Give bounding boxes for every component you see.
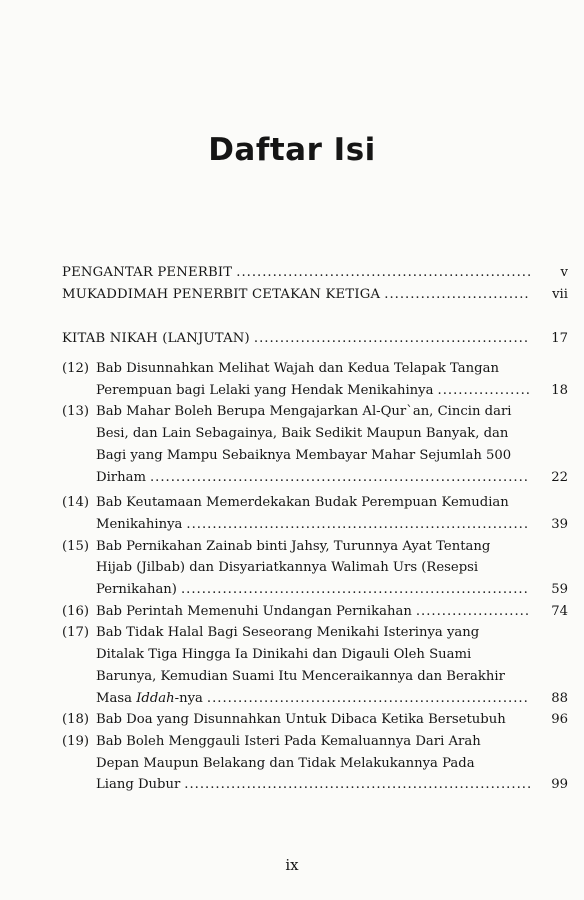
toc-entry-pengantar[interactable] bbox=[62, 262, 568, 284]
toc-entry-18[interactable] bbox=[62, 709, 568, 731]
entry-line: Dirham bbox=[96, 469, 146, 485]
leader-dots bbox=[254, 328, 530, 350]
entry-line: Bab Doa yang Disunnahkan Untuk Dibaca Ketika Bersetubuh bbox=[96, 712, 506, 728]
entry-line: Barunya, Kemudian Suami Itu Menceraikannya dan Berakhir bbox=[96, 668, 505, 684]
entry-line: Bab Disunnahkan Melihat Wajah dan Kedua Telapak Tangan bbox=[96, 361, 499, 376]
leader-dots bbox=[207, 688, 530, 710]
chapter-number: (17) bbox=[62, 625, 90, 641]
entry-line: Bab Tidak Halal Bagi Seseorang Menikahi Isterinya yang bbox=[96, 625, 480, 641]
toc-page-number: 74 bbox=[551, 603, 568, 619]
toc-entry-14[interactable] bbox=[62, 492, 568, 535]
entry-line: Menikahinya bbox=[96, 516, 183, 532]
chapter-number: (14) bbox=[62, 495, 90, 511]
toc-page-number: 59 bbox=[551, 582, 568, 598]
chapter-number: (15) bbox=[62, 538, 90, 554]
leader-dots bbox=[181, 579, 530, 601]
entry-line: Bab Pernikahan Zainab binti Jahsy, Turunnya Ayat Tentang bbox=[96, 538, 491, 554]
entry-line: Masa Iddah-nya bbox=[96, 690, 203, 706]
toc-entry-19[interactable] bbox=[62, 731, 568, 796]
entry-line: Besi, dan Lain Sebagainya, Baik Sedikit Maupun Banyak, dan bbox=[96, 426, 509, 442]
toc-entry-15[interactable] bbox=[62, 536, 568, 601]
entry-line: Liang Dubur bbox=[96, 777, 181, 793]
leader-dots bbox=[236, 262, 530, 284]
toc-page-number: 39 bbox=[551, 516, 568, 532]
toc-entry-label: MUKADDIMAH PENERBIT CETAKAN KETIGA bbox=[62, 286, 381, 302]
leader-dots bbox=[186, 514, 530, 536]
chapter-list bbox=[62, 358, 568, 796]
toc-page-number: 17 bbox=[551, 331, 568, 346]
toc-page-number: 99 bbox=[551, 777, 568, 793]
leader-dots bbox=[438, 380, 531, 402]
chapter-number: (19) bbox=[62, 733, 90, 749]
toc-entry-17[interactable] bbox=[62, 622, 568, 709]
toc-entry-16[interactable] bbox=[62, 601, 568, 623]
entry-line: Ditalak Tiga Hingga Ia Dinikahi dan Digauli Oleh Suami bbox=[96, 647, 472, 663]
toc-page-number: vii bbox=[552, 286, 568, 302]
toc-entry-mukaddimah[interactable] bbox=[62, 284, 568, 306]
toc-page-number: v bbox=[560, 265, 568, 280]
toc-page-number: 22 bbox=[551, 469, 568, 485]
toc-entry-12[interactable] bbox=[62, 358, 568, 401]
leader-dots bbox=[416, 601, 530, 623]
entry-line: Perempuan bagi Lelaki yang Hendak Menikahinya bbox=[96, 382, 434, 398]
chapter-number: (12) bbox=[62, 361, 90, 376]
entry-line: Bab Perintah Memenuhi Undangan Pernikahan bbox=[96, 603, 412, 619]
toc-page-number: 18 bbox=[551, 382, 568, 398]
entry-line: Bab Keutamaan Memerdekakan Budak Perempuan Kemudian bbox=[96, 495, 509, 511]
chapter-number: (18) bbox=[62, 712, 90, 728]
chapter-number: (13) bbox=[62, 404, 90, 420]
leader-dots bbox=[384, 284, 530, 306]
toc-page-number: 88 bbox=[551, 690, 568, 706]
toc-entry-kitab-nikah[interactable] bbox=[62, 328, 568, 350]
toc-entry-13[interactable] bbox=[62, 401, 568, 488]
leader-dots bbox=[150, 467, 530, 489]
entry-line: Hijab (Jilbab) dan Disyariatkannya Walimah Urs (Resepsi bbox=[96, 560, 479, 576]
toc-entry-label: KITAB NIKAH (LANJUTAN) bbox=[62, 331, 250, 346]
entry-line: Pernikahan) bbox=[96, 582, 177, 598]
page-number-footer: ix bbox=[285, 856, 299, 874]
toc-entry-label: PENGANTAR PENERBIT bbox=[62, 265, 233, 280]
section-heading bbox=[62, 328, 568, 350]
page-title: Daftar Isi bbox=[208, 132, 376, 168]
toc-page-number: 96 bbox=[551, 712, 568, 728]
entry-line: Bagi yang Mampu Sebaiknya Membayar Mahar Sejumlah 500 bbox=[96, 447, 512, 463]
front-matter-list bbox=[62, 262, 568, 305]
entry-line: Bab Mahar Boleh Berupa Mengajarkan Al-Qur`an, Cincin dari bbox=[96, 404, 512, 420]
chapter-number: (16) bbox=[62, 603, 90, 619]
entry-line: Bab Boleh Menggauli Isteri Pada Kemaluannya Dari Arah bbox=[96, 733, 481, 749]
leader-dots bbox=[184, 774, 530, 796]
entry-line: Depan Maupun Belakang dan Tidak Melakukannya Pada bbox=[96, 755, 475, 771]
